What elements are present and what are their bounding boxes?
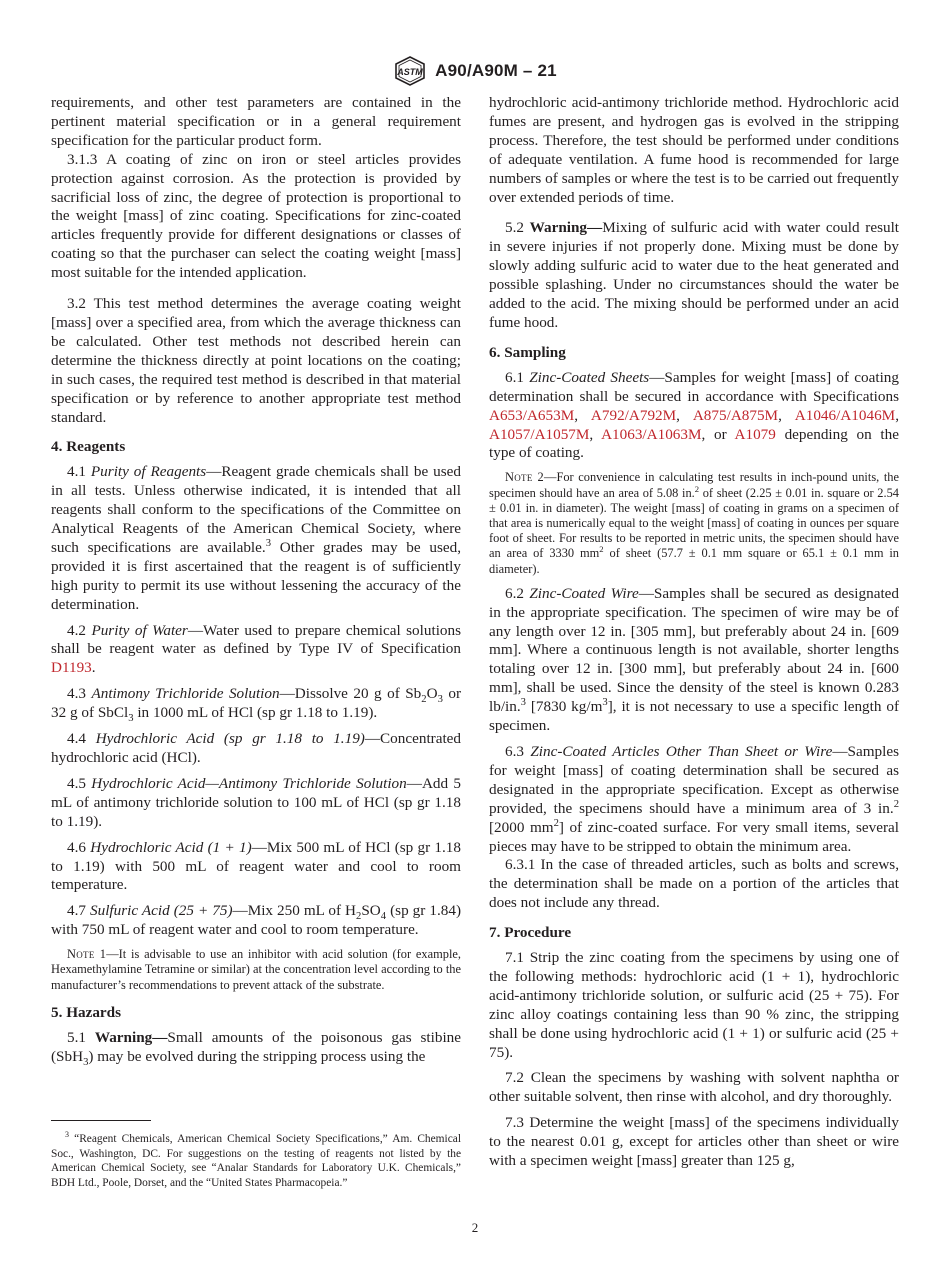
paragraph-7-3: 7.3 Determine the weight [mass] of the specimens individually to the nearest 0.01 g, except for articles other than sheet or wire with a specimen weight [mass] greater than 125 g, xyxy=(489,1114,899,1170)
section-heading-reagents: 4. Reagents xyxy=(51,438,126,456)
paragraph-4-4: 4.4 Hydrochloric Acid (sp gr 1.18 to 1.19)—Concentrated hydrochloric acid (HCl). xyxy=(51,730,462,766)
paragraph-4-6: 4.6 Hydrochloric Acid (1 + 1)—Mix 500 mL of HCl (sp gr 1.18 to 1.19) with 500 mL of reagent water and cool to room temperature. xyxy=(51,838,461,894)
svg-text:ASTM: ASTM xyxy=(397,67,423,77)
section-heading-procedure: 7. Procedure xyxy=(489,924,572,942)
link-a1063[interactable]: A1063/A1063M xyxy=(601,425,702,443)
link-a1046[interactable]: A1046/A1046M xyxy=(794,406,896,424)
paragraph-3-2: 3.2 This test method determines the average coating weight [mass] over a specified area, from which the average thickness can be calculated. Other test methods not described herein can determine the thickness directly at point locations on the coating; in such cases, the required test method is described in that material specification or by reference to another appropriate test method standard. xyxy=(51,295,461,426)
link-a653[interactable]: A653/A653M xyxy=(489,406,575,424)
link-a792[interactable]: A792/A792M xyxy=(590,406,677,424)
page-number: 2 xyxy=(471,1220,479,1235)
paragraph-5-1: 5.1 Warning—Small amounts of the poisonous gas stibine (SbH$_3$) may be evolved during the stripping process using the xyxy=(51,1028,461,1068)
paragraph-5-2: 5.2 Warning—Mixing of sulfuric acid with water could result in severe injuries if not properly done. Mixing must be done by slowly adding sulfuric acid to water due to the heat generated and possible splashing. Under no circumstances should the water be added to the acid. The mixing should be performed under an acid fume hood. xyxy=(489,219,900,331)
paragraph-4-3: 4.3 Antimony Trichloride Solution—Dissolve 20 g of $Sb_2O_3$ or 32 g of SbCl$_3$ in 1000 mL of HCl (sp gr 1.18 to 1.19). xyxy=(51,685,461,725)
left-column xyxy=(51,94,461,1073)
link-a1079[interactable]: A1079 xyxy=(734,425,776,443)
link-a1057[interactable]: A1057/A1057M xyxy=(489,425,590,443)
page-header xyxy=(0,56,950,86)
paragraph-4-2: 4.2 Purity of Water—Water used to prepare chemical solutions shall be reagent water as defined by Type IV of Specification D1193. xyxy=(51,621,462,677)
paragraph-6-3-1: 6.3.1 In the case of threaded articles, such as bolts and screws, the determination shall be made on a portion of the articles that does not include any thread. xyxy=(489,856,899,912)
paragraph-6-1: 6.1 Zinc-Coated Sheets—Samples for weight [mass] of coating determination shall be secured in accordance with Specifications A653/A653M, A792/A792M, A875/A875M, A1046/A1046M, A1057/A1057M, A1063/A1063M, or A1079 depending on the type of coating. xyxy=(489,368,899,462)
section-heading-hazards: 5. Hazards xyxy=(51,1003,122,1021)
paragraph-4-7: 4.7 Sulfuric Acid (25 + 75)—Mix 250 mL of $H_2SO_4$ (sp gr 1.84) with 750 mL of reagent water and cool to room temperature. xyxy=(51,902,461,939)
right-column xyxy=(489,94,899,1178)
section-heading-sampling: 6. Sampling xyxy=(489,343,566,361)
warning-label: Warning— xyxy=(94,1028,168,1046)
footnote-ref-3: 3 xyxy=(265,537,271,549)
link-d1193[interactable]: D1193 xyxy=(51,659,92,677)
note-2: Note 2—For convenience in calculating test results in inch-pound units, the specimen should have an area of 5.08 in.$^2$ of sheet (2.25 ± 0.01 in. square or 2.54 ± 0.01 in. in diameter). The weight [mass] of coating in grams on a specimen of that area is numerically equal to the weight [mass] of coating in ounces per square foot of sheet. For results to be reported in metric units, the specimen should have an area of 3330 $mm^2$ of sheet (57.7 ± 0.1 mm square or 65.1 ± 0.1 mm in diameter). xyxy=(489,470,899,576)
astm-logo-icon xyxy=(393,56,427,86)
paragraph-3-1-3: 3.1.3 A coating of zinc on iron or steel articles provides protection against corrosion. As the protection is provided by sacrificial loss of zinc, the degree of protection is proportional to the weight [mass] of zinc coating. Specifications for zinc-coated articles frequently provide for different designations or classes of coating so that the purchaser can select the coating weight [mass] most suitable for the intended application. xyxy=(51,150,461,282)
paragraph-4-1: 4.1 Purity of Reagents—Reagent grade chemicals shall be used in all tests. Unless otherwise indicated, it is intended that all reagents shall conform to the specifications of the Committee on Analytical Reagents of the American Chemical Society, where such specifications are available.$^3$ Other grades may be used, provided it is first ascertained that the reagent is of sufficiently high purity to permit its use without lessening the accuracy of the determination. xyxy=(51,463,462,613)
note-1: Note 1—It is advisable to use an inhibitor with acid solution (for example, Hexamethylamine Tetramine or similar) at the concentration level according to the manufacturer’s recommendations to prevent attack of the substrate. xyxy=(51,947,461,992)
paragraph-4-5: 4.5 Hydrochloric Acid—Antimony Trichloride Solution—Add 5 mL of antimony trichloride solution to 100 mL of HCl (sp gr 1.18 to 1.19). xyxy=(51,774,461,830)
paragraph-5-1-continuation: hydrochloric acid-antimony trichloride method. Hydrochloric acid fumes are present, and hydrogen gas is evolved in the stripping process. Therefore, the test should be performed under conditions of adequate ventilation. A fume hood is recommended for large numbers of samples or where the test is to be carried out frequently over extended periods of time. xyxy=(489,94,899,206)
paragraph-6-2: 6.2 Zinc-Coated Wire—Samples shall be secured as designated in the appropriate specification. The specimen of wire may be of any length over 12 in. [305 mm], but preferably about 24 in. [609 mm]. Where a continuous length is not available, shorter lengths totaling over 12 in. [300 mm], but preferably about 24 in. [600 mm], shall be used. Since the density of the steel is known 0.283 lb/in.$^3$ [7830 $kg/m^3$], it is not necessary to use a specific length of specimen. xyxy=(489,584,900,735)
paragraph-continuation: requirements, and other test parameters are contained in the pertinent material specification or in a general requirement specification for the particular product form. xyxy=(51,94,461,149)
warning-label: Warning— xyxy=(529,219,603,237)
paragraph-7-2: 7.2 Clean the specimens by washing with solvent naphtha or other suitable solvent, then rinse with alcohol, and dry thoroughly. xyxy=(489,1069,899,1106)
link-a875[interactable]: A875/A875M xyxy=(692,406,779,424)
paragraph-7-1: 7.1 Strip the zinc coating from the specimens by using one of the following methods: hydrochloric acid (1 + 1), hydrochloric acid-antimony trichloride solution, or sulfuric acid (25 + 75). For zinc alloy coatings containing less than 90 % zinc, the stripping shall be done using hydrochloric acid (1 + 1) or sulfuric acid (25 + 75). xyxy=(489,949,899,1061)
standard-designation: A90/A90M – 21 xyxy=(435,61,557,80)
footnote-3: $^3$ “Reagent Chemicals, American Chemical Society Specifications,” Am. Chemical Soc., Washington, DC. For suggestions on the testing of reagents not listed by the American Chemical Society, see “Analar Standards for Laboratory U.K. Chemicals,” BDH Ltd., Poole, Dorset, and the “United States Pharmacopeia.” xyxy=(51,1130,461,1190)
footnote-divider xyxy=(51,1120,151,1121)
paragraph-6-3: 6.3 Zinc-Coated Articles Other Than Sheet or Wire—Samples for weight [mass] of coating determination shall be secured as designated in the appropriate specification. Except as otherwise provided, the specimens should have a minimum area of 3 in.$^2$ [2000 $mm^2$] of zinc-coated surface. For very small items, several pieces may have to be stripped to obtain the minimum area. xyxy=(489,742,899,855)
